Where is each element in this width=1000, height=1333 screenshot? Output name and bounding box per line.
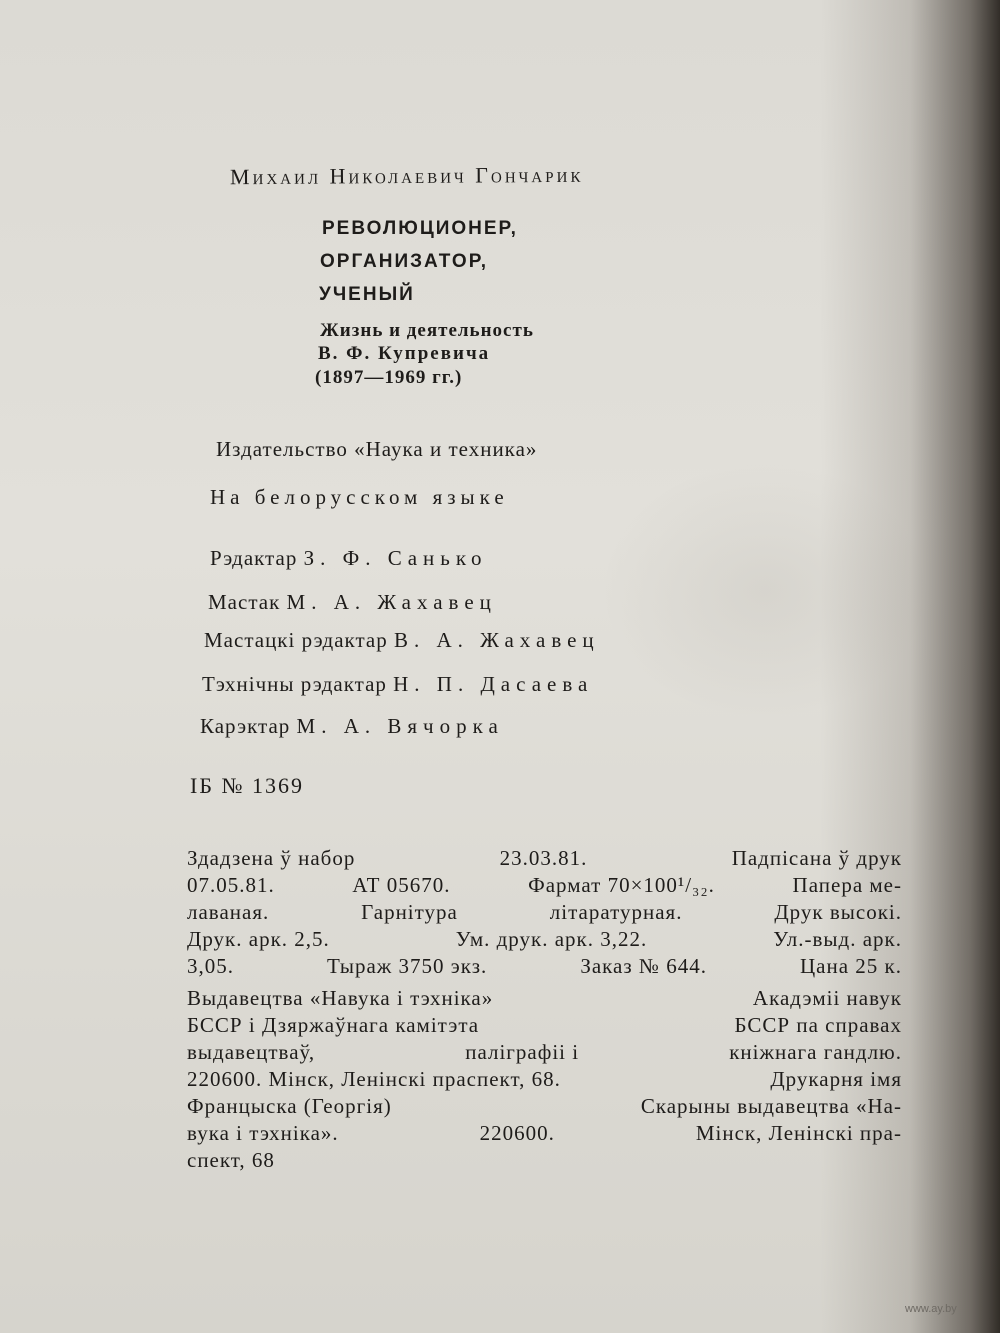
publisher-info-text: паліграфіі і xyxy=(465,1040,580,1064)
imprint-text: Падпісана ў друк xyxy=(731,846,902,870)
subtitle-line-1: Жизнь и деятельность xyxy=(320,320,534,341)
credit-artist xyxy=(208,590,497,615)
subtitle-line-2: В. Ф. Купревича xyxy=(318,343,491,364)
credit-name: Н. П. Дасаева xyxy=(393,672,594,696)
publisher-info-text: 220600. xyxy=(479,1121,555,1145)
publisher-info-line xyxy=(187,1147,902,1174)
publisher-info-text: Мінск, Ленінскі пра- xyxy=(695,1121,902,1145)
credit-name: М. А. Жахавец xyxy=(286,590,497,614)
imprint-text: Ул.-выд. арк. xyxy=(773,927,902,951)
imprint-text: 23.03.81. xyxy=(499,846,588,870)
imprint-line xyxy=(187,845,902,872)
publisher-info-line xyxy=(187,1039,902,1066)
publisher-info-text: Скарыны выдавецтва «На- xyxy=(640,1094,902,1118)
imprint-text: Здадзена ў набор xyxy=(187,846,356,870)
credit-technical-editor xyxy=(202,672,593,697)
language-line: На белорусском языке xyxy=(210,485,509,509)
imprint-text: Гарнітура xyxy=(361,900,458,924)
credit-role: Рэдактар xyxy=(210,546,298,570)
imprint-text: Ум. друк. арк. 3,22. xyxy=(455,927,648,951)
imprint-text: Папера ме- xyxy=(792,873,902,897)
imprint-text: 3,05. xyxy=(187,954,234,978)
publisher-info-text: вука і тэхніка». xyxy=(187,1121,339,1145)
publisher-info-text: выдавецтваў, xyxy=(187,1040,316,1064)
publisher-line: Издательство «Наука и техника» xyxy=(216,437,538,461)
imprint-block xyxy=(187,845,902,980)
publisher-info-line xyxy=(187,1120,902,1147)
imprint-line xyxy=(187,926,902,953)
credit-editor xyxy=(210,546,487,571)
imprint-line xyxy=(187,872,902,899)
imprint-text: Заказ № 644. xyxy=(580,954,707,978)
publisher-info-line xyxy=(187,1093,902,1120)
publisher-info-text: БССР і Дзяржаўнага камітэта xyxy=(187,1013,480,1037)
publisher-info-text: Акадэміі навук xyxy=(752,986,902,1010)
credit-role: Мастак xyxy=(208,590,281,614)
credit-name: З. Ф. Санько xyxy=(303,546,488,570)
credit-role: Тэхнічны рэдактар xyxy=(202,672,387,696)
imprint-text: Цана 25 к. xyxy=(800,954,902,978)
credit-proofreader xyxy=(200,714,504,739)
imprint-text: Друк высокі. xyxy=(774,900,902,924)
imprint-line xyxy=(187,953,902,980)
publisher-info-text: кніжнага гандлю. xyxy=(729,1040,902,1064)
credit-art-editor xyxy=(204,628,600,653)
credit-name: В. А. Жахавец xyxy=(393,628,600,652)
imprint-text: 07.05.81. xyxy=(187,873,275,897)
credit-role: Мастацкі рэдактар xyxy=(204,628,388,652)
bleed-through-shadow xyxy=(600,460,930,720)
credit-name: М. А. Вячорка xyxy=(296,714,504,738)
ib-number: ІБ № 1369 xyxy=(190,773,304,798)
publisher-info-block xyxy=(187,985,902,1174)
publisher-info-text: БССР па справах xyxy=(734,1013,902,1037)
imprint-text: Фармат 70×100¹/₃₂. xyxy=(528,873,715,897)
author-name: Михаил Николаевич Гончарик xyxy=(229,161,584,190)
publisher-info-text: Друкарня імя xyxy=(770,1067,902,1091)
imprint-text: лаваная. xyxy=(187,900,270,924)
imprint-line xyxy=(187,899,902,926)
imprint-text: Друк. арк. 2,5. xyxy=(187,927,330,951)
title-line-3: УЧЕНЫЙ xyxy=(319,284,415,305)
publisher-info-text: Выдавецтва «Навука і тэхніка» xyxy=(187,986,494,1010)
subtitle-line-3: (1897—1969 гг.) xyxy=(315,367,463,388)
imprint-text: Тыраж 3750 экз. xyxy=(327,954,488,978)
publisher-info-text: спект, 68 xyxy=(187,1148,275,1172)
publisher-info-text: 220600. Мінск, Ленінскі праспект, 68. xyxy=(187,1067,561,1091)
title-line-1: РЕВОЛЮЦИОНЕР, xyxy=(322,218,518,239)
title-line-2: ОРГАНИЗАТОР, xyxy=(320,251,489,272)
publisher-info-line xyxy=(187,1066,902,1093)
site-watermark: www.ay.by xyxy=(905,1303,957,1315)
publisher-info-line xyxy=(187,985,902,1012)
imprint-text: АТ 05670. xyxy=(352,873,451,897)
publisher-info-line xyxy=(187,1012,902,1039)
credit-role: Карэктар xyxy=(200,714,291,738)
publisher-info-text: Францыска (Георгія) xyxy=(187,1094,392,1118)
imprint-text: літаратурная. xyxy=(549,900,683,924)
